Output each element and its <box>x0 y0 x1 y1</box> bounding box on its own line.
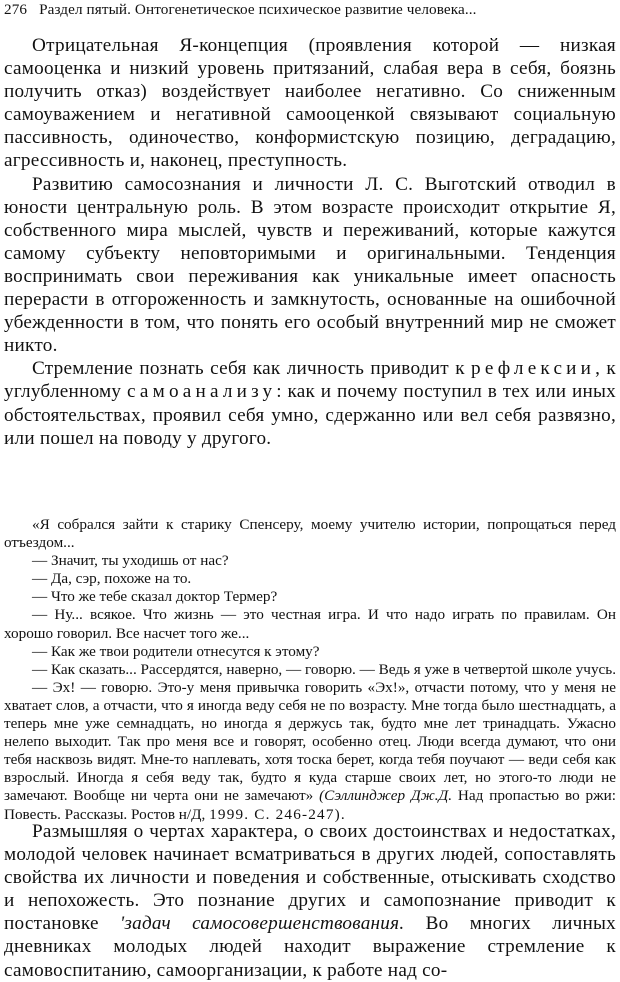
paragraph-reflection <box>4 357 616 449</box>
closing-text <box>4 820 616 982</box>
citation-pages: 1999. С. 246-247). <box>209 805 346 823</box>
quote-line: — Как же твои родители отнесутся к этому? <box>32 642 320 660</box>
paragraph-self-improvement <box>4 820 616 982</box>
quote-line: «Я собрался зайти к старику Спенсеру, моему учителю истории, попрощаться перед отъездом... <box>4 516 616 552</box>
reflection-text-b: , к углубленному <box>4 358 616 403</box>
paragraph-self-concept: Отрицательная Я-концепция (проявления которой — низкая самооценка и низкий уровень притязаний, слабая вера в себя, боязнь получить отказ) воздействует наиболее негативно. Со сниженным самоуважением и негативной самооценкой связывают социальную пассивность, одиночество, конформистскую позицию, деградацию, агрессивность и, наконец, преступность. <box>4 35 616 172</box>
closing-text-a: Размышляя о чертах характера, о своих достоинствах и недостатках, молодой человек начинает всматриваться в других людей, сопоставлять свойства их личности и поведения и собственные, отыскивать сходство и непохожесть. Это познание других и самопознание приводит к постановке <box>4 821 616 935</box>
quote-line: — Что же тебе сказал доктор Термер? <box>32 588 278 606</box>
citation-author: (Сэллинджер Дж.Д. <box>319 787 453 805</box>
quote-line-last <box>4 679 616 824</box>
reflection-text-c: : как и почему поступил в тех или иных обстоятельствах, проявил себя умно, сдержанно или вел себя развязно, или пошел на поводу у другого. <box>4 381 616 449</box>
term-self-improvement: 'задач самосовершенствования. <box>120 913 405 935</box>
running-header <box>4 1 616 19</box>
page-number: 276 <box>4 1 28 18</box>
citation-source: Над пропастью во ржи: Повесть. Рассказы. Ростов н/Д, <box>4 787 616 823</box>
quote-line-text: — Эх! — говорю. Это-у меня привычка говорить «Эх!», отчасти потому, что у меня не хватает слов, а отчасти, что я иногда веду себя не по возрасту. Мне тогда было шестнадцать, а теперь мне уже семнадцать, но иногда я держусь так, будто мне лет тринадцать. Ужасно нелепо выходит. Так про меня все и говорят, особенно отец. Люди всегда думают, что они тебя насквозь видят. Мне-то наплевать, хотя тоска берет, когда тебя поучают — веди себя как взрослый. Иногда я себя веду так, будто я куда старше своих лет, но этого-то люди не замечают. Вообще ни черта они не замечают» <box>4 678 616 805</box>
quote-line: — Ну... всякое. Что жизнь — это честная игра. И что надо играть по правилам. Он хорошо говорил. Все насчет того же... <box>4 606 616 642</box>
main-text <box>4 34 616 450</box>
reflection-text-a: Стремление познать себя как личность приводит к <box>32 358 472 380</box>
quote-line: — Да, сэр, похоже на то. <box>32 570 192 588</box>
paragraph-vygotsky: Развитию самосознания и личности Л. С. Выготский отводил в юности центральную роль. В этом возрасте происходит открытие Я, собственного мира мыслей, чувств и переживаний, которые кажутся самому субъекту неповторимыми и оригинальными. Тенденция воспринимать свои переживания как уникальные имеет опасность перерасти в отгороженность и замкнутость, основанные на ошибочной убежденности в том, что понять его особый внутренний мир не сможет никто. <box>4 173 616 357</box>
closing-text-b: Во многих личных дневниках молодых людей находит выражение стремление к самовоспитанию, самоорганизации, к работе над со- <box>4 913 616 981</box>
quote-line: — Как сказать... Рассердятся, наверно, — говорю. — Ведь я уже в четвертой школе учусь. <box>32 660 616 678</box>
literary-quote <box>4 516 616 824</box>
quote-line: — Значит, ты уходишь от нас? <box>32 552 229 570</box>
running-title: Раздел пятый. Онтогенетическое психическое развитие человека... <box>39 1 477 18</box>
term-reflection: рефлексии <box>471 358 596 380</box>
term-self-analysis: самоанализу <box>126 381 277 403</box>
